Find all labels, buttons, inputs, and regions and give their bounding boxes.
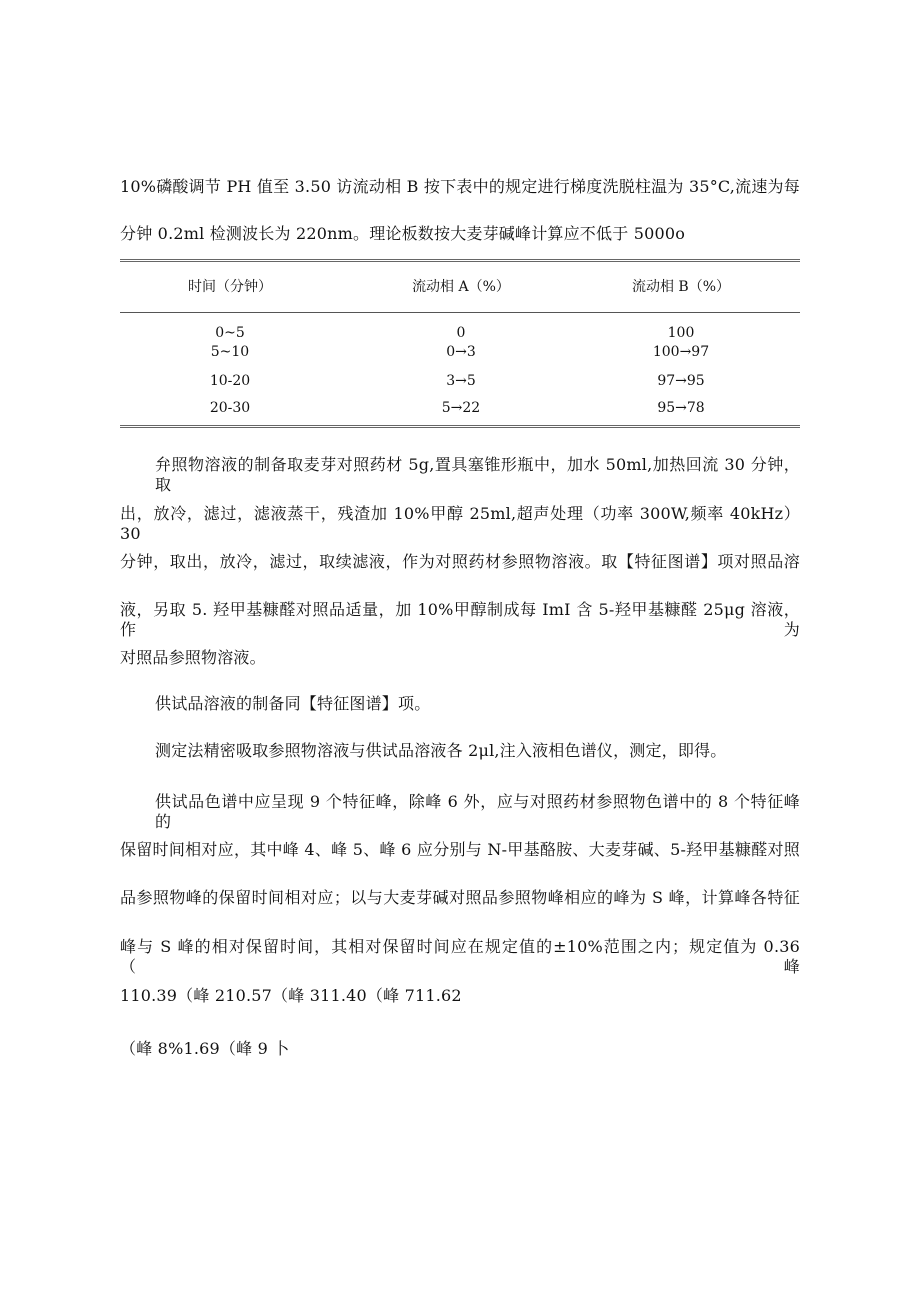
- table-cell: 95→78: [657, 400, 705, 416]
- test-prep-text: 供试品溶液的制备同【特征图谱】项。: [155, 694, 431, 713]
- table-cell: 0→3: [446, 344, 476, 360]
- reference-prep-line-3: 分钟，取出，放冷，滤过，取续滤液，作为对照药材参照物溶液。取【特征图谱】项对照品溶: [120, 552, 800, 571]
- result-line-1: 供试品色谱中应呈现 9 个特征峰，除峰 6 外，应与对照药材参照物色谱中的 8 个特征峰的: [155, 792, 800, 831]
- reference-prep-line-4: 液，另取 5. 羟甲基糠醛对照品适量，加 10%甲醇制成每 ImI 含 5-羟甲基糠醛 25μg 溶液，作为: [120, 600, 800, 639]
- table-cell: 10-20: [209, 373, 251, 389]
- table-header-phase-b: 流动相 B（%）: [631, 279, 731, 295]
- table-top-rule: [120, 259, 800, 262]
- table-cell: 97→95: [657, 373, 705, 389]
- table-bottom-rule: [120, 425, 800, 428]
- table-header-time: 时间（分钟）: [188, 279, 272, 295]
- reference-prep-line-2: 出，放冷，滤过，滤液蒸干，残渣加 10%甲醇 25ml,超声处理（功率 300W,频率 40kHz）30: [120, 504, 800, 543]
- table-cell: 20-30: [209, 400, 251, 416]
- table-header-rule: [120, 312, 800, 313]
- result-line-5: 110.39（峰 210.57（峰 311.40（峰 711.62: [120, 986, 462, 1005]
- table-cell: 5~10: [210, 344, 250, 360]
- table-cell: 3→5: [446, 373, 476, 389]
- table-cell: 5→22: [441, 400, 481, 416]
- table-header-phase-a: 流动相 A（%）: [412, 279, 510, 295]
- table-cell: 0: [456, 325, 466, 341]
- method-text: 测定法精密吸取参照物溶液与供试品溶液各 2μl,注入液相色谱仪，测定，即得。: [155, 741, 727, 760]
- reference-prep-line-5: 对照品参照物溶液。: [120, 648, 266, 667]
- result-line-2: 保留时间相对应，其中峰 4、峰 5、峰 6 应分别与 N-甲基酪胺、大麦芽碱、5-羟甲基糠醛对照: [120, 840, 800, 859]
- table-cell: 100: [667, 325, 695, 341]
- intro-line-1: 10%磷酸调节 PH 值至 3.50 访流动相 B 按下表中的规定进行梯度洗脱柱温为 35°C,流速为每: [120, 177, 800, 196]
- reference-prep-line-1: 弁照物溶液的制备取麦芽对照药材 5g,置具塞锥形瓶中，加水 50ml,加热回流 30 分钟，取: [155, 455, 800, 494]
- result-line-3: 品参照物峰的保留时间相对应；以与大麦芽碱对照品参照物峰相应的峰为 S 峰，计算峰各特征: [120, 888, 800, 907]
- intro-line-2: 分钟 0.2ml 检测波长为 220nm。理论板数按大麦芽碱峰计算应不低于 5000o: [120, 224, 686, 243]
- result-line-6: （峰 8%1.69（峰 9 卜: [120, 1039, 290, 1058]
- table-cell: 0~5: [215, 325, 245, 341]
- result-line-4: 峰与 S 峰的相对保留时间，其相对保留时间应在规定值的±10%范围之内；规定值为 0.36（峰: [120, 937, 800, 976]
- table-cell: 100→97: [652, 344, 710, 360]
